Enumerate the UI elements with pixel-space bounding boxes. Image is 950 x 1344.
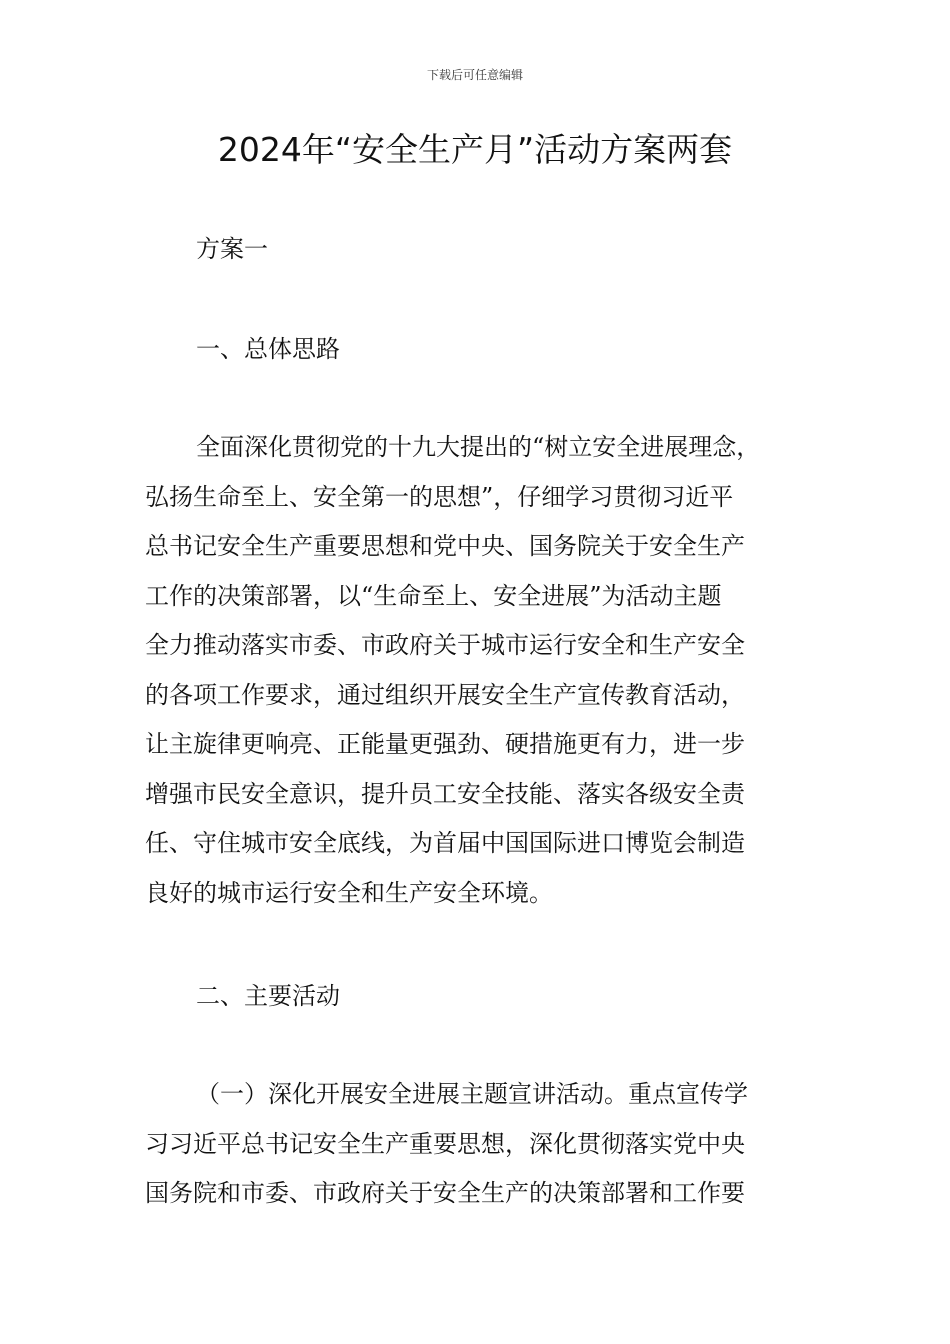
paragraph-line: 总书记安全生产重要思想和党中央、国务院关于安全生产 — [145, 532, 745, 560]
paragraph-line: 工作的决策部署，以“生命至上、安全进展”为活动主题 — [145, 581, 722, 610]
paragraph-line: 的各项工作要求，通过组织开展安全生产宣传教育活动， — [145, 680, 745, 709]
section-paragraph-overall-approach — [145, 423, 811, 918]
paragraph-line: 国务院和市委、市政府关于安全生产的决策部署和工作要 — [145, 1179, 745, 1207]
paragraph-line: 任、守住城市安全底线，为首届中国国际进口博览会制造 — [145, 829, 745, 857]
paragraph-line: （一）深化开展安全进展主题宣讲活动。重点宣传学 — [196, 1080, 748, 1108]
section-heading-main-activities: 二、主要活动 — [196, 982, 340, 1010]
paragraph-line: 增强市民安全意识，提升员工安全技能、落实各级安全责 — [145, 779, 745, 808]
document-title: 2024年“安全生产月”活动方案两套 — [217, 130, 733, 169]
paragraph-line: 让主旋律更响亮、正能量更强劲、硬措施更有力，进一步 — [145, 730, 745, 758]
paragraph-line: 良好的城市运行安全和生产安全环境。 — [145, 878, 553, 907]
watermark-text: 下载后可任意编辑 — [426, 68, 523, 82]
plan-label: 方案一 — [196, 235, 268, 263]
paragraph-line: 全面深化贯彻党的十九大提出的“树立安全进展理念， — [196, 433, 761, 461]
paragraph-line: 弘扬生命至上、安全第一的思想”，仔细学习贯彻习近平 — [145, 482, 734, 511]
paragraph-line: 习习近平总书记安全生产重要思想，深化贯彻落实党中央 — [145, 1129, 745, 1158]
section-paragraph-main-activities — [145, 1070, 811, 1219]
section-heading-overall-approach: 一、总体思路 — [196, 335, 340, 363]
paragraph-line: 全力推动落实市委、市政府关于城市运行安全和生产安全 — [145, 631, 745, 659]
